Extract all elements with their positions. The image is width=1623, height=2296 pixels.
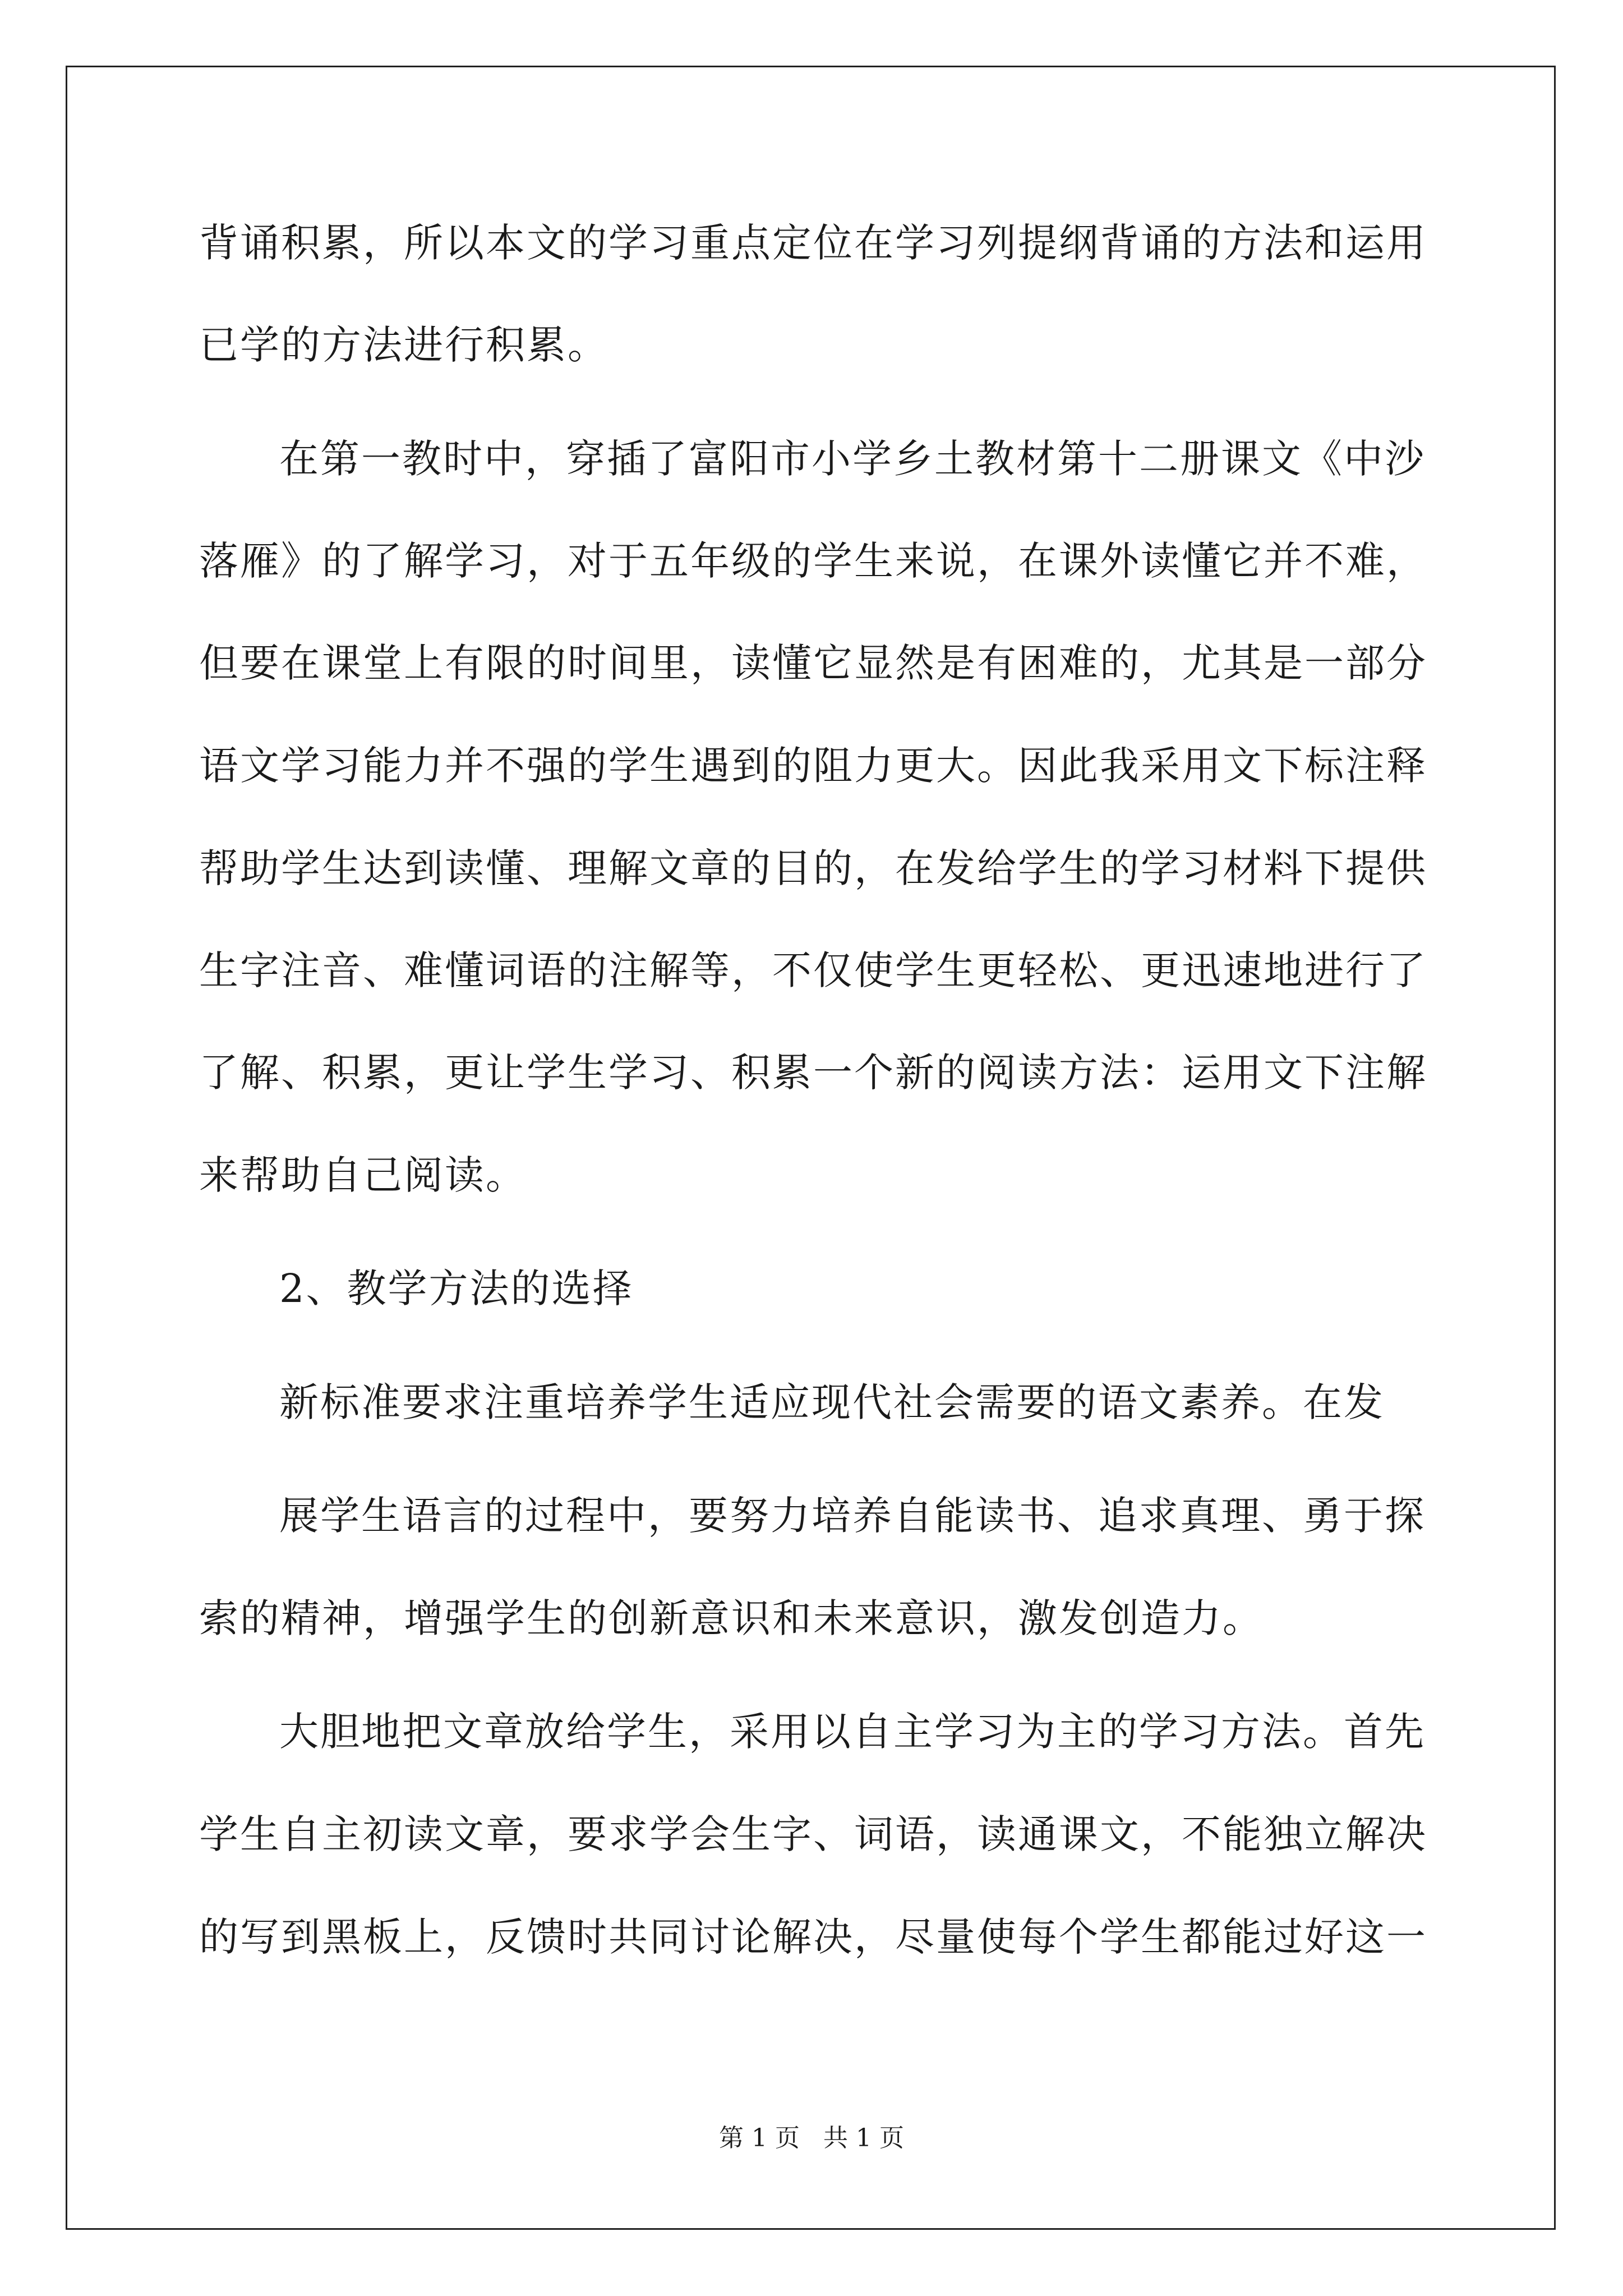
page-border: [66, 66, 1556, 2230]
text-line: 背诵积累，所以本文的学习重点定位在学习列提纲背诵的方法和运用: [199, 220, 1427, 266]
text-line: 大胆地把文章放给学生，采用以自主学习为主的学习方法。首先: [279, 1709, 1426, 1755]
text-line: 来帮助自己阅读。: [199, 1152, 527, 1198]
text-line: 生字注音、难懂词语的注解等，不仅使学生更轻松、更迅速地进行了: [199, 947, 1427, 993]
section-heading: 2、教学方法的选择: [279, 1266, 634, 1312]
text-line: 已学的方法进行积累。: [199, 322, 608, 368]
text-line: 了解、积累，更让学生学习、积累一个新的阅读方法：运用文下注解: [199, 1050, 1427, 1096]
text-line: 学生自主初读文章，要求学会生字、词语，读通课文，不能独立解决: [199, 1811, 1427, 1857]
text-line: 索的精神，增强学生的创新意识和未来意识，激发创造力。: [199, 1595, 1264, 1641]
text-line: 落雁》的了解学习，对于五年级的学生来说，在课外读懂它并不难，: [199, 538, 1427, 584]
text-line: 语文学习能力并不强的学生遇到的阻力更大。因此我采用文下标注释: [199, 743, 1427, 789]
text-line: 帮助学生达到读懂、理解文章的目的，在发给学生的学习材料下提供: [199, 845, 1427, 891]
text-line: 新标准要求注重培养学生适应现代社会需要的语文素养。在发: [279, 1379, 1385, 1425]
text-line: 的写到黑板上，反馈时共同讨论解决，尽量使每个学生都能过好这一: [199, 1914, 1427, 1960]
text-line: 在第一教时中，穿插了富阳市小学乡土教材第十二册课文《中沙: [279, 436, 1426, 482]
page-number-footer: 第 1 页 共 1 页: [719, 2124, 904, 2152]
text-line: 展学生语言的过程中，要努力培养自能读书、追求真理、勇于探: [279, 1493, 1426, 1539]
text-line: 但要在课堂上有限的时间里，读懂它显然是有困难的，尤其是一部分: [199, 640, 1427, 686]
